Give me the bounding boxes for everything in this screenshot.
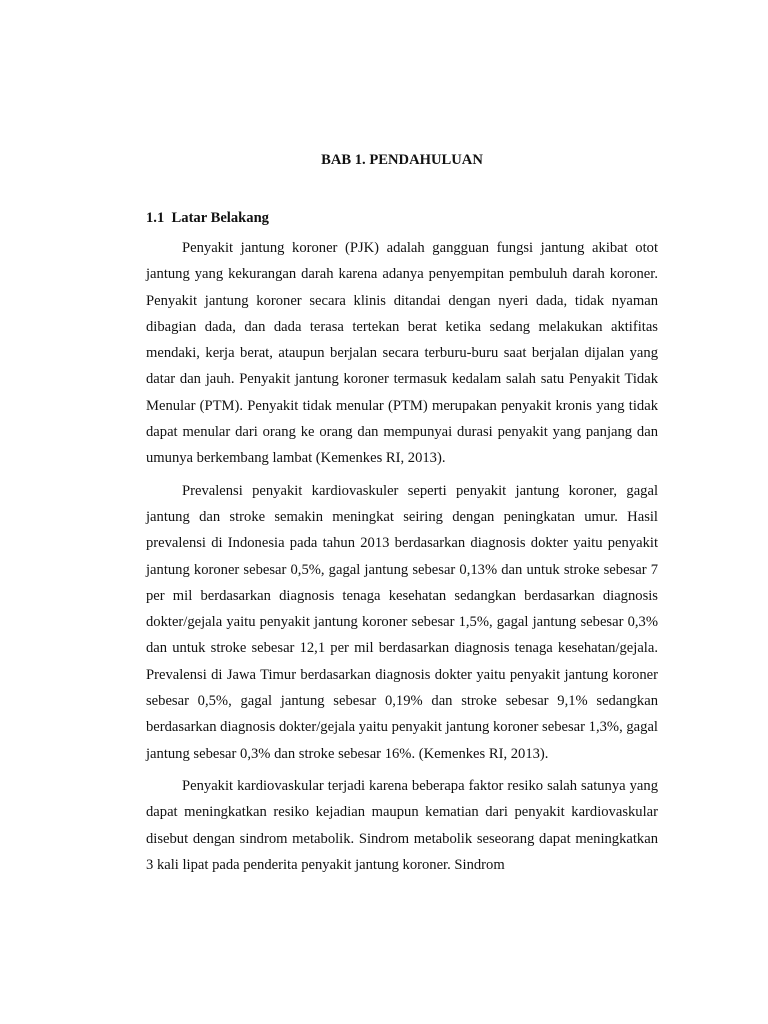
- paragraph: Penyakit jantung koroner (PJK) adalah gangguan fungsi jantung akibat otot jantung yang kekurangan darah karena adanya penyempitan pembuluh darah koroner. Penyakit jantung koroner secara klinis ditandai dengan nyeri dada, tidak nyaman dibagian dada, dan dada terasa tertekan berat ketika sedang melakukan aktifitas mendaki, kerja berat, ataupun berjalan secara terburu-buru saat berjalan dijalan yang datar dan jauh. Penyakit jantung koroner termasuk kedalam salah satu Penyakit Tidak Menular (PTM). Penyakit tidak menular (PTM) merupakan penyakit kronis yang tidak dapat menular dari orang ke orang dan mempunyai durasi penyakit yang panjang dan umunya berkembang lambat (Kemenkes RI, 2013).: [146, 240, 658, 467]
- body-text: [146, 235, 658, 884]
- section-heading: 1.1 Latar Belakang: [146, 210, 269, 226]
- paragraph: Prevalensi penyakit kardiovaskuler seperti penyakit jantung koroner, gagal jantung dan stroke semakin meningkat seiring dengan peningkatan umur. Hasil prevalensi di Indonesia pada tahun 2013 berdasarkan diagnosis dokter yaitu penyakit jantung koroner sebesar 0,5%, gagal jantung sebesar 0,13% dan untuk stroke sebesar 7 per mil berdasarkan diagnosis tenaga kesehatan sedangkan berdasarkan diagnosis dokter/gejala yaitu penyakit jantung koroner sebesar 1,5%, gagal jantung sebesar 0,3% dan untuk stroke sebesar 12,1 per mil berdasarkan diagnosis tenaga kesehatan/gejala. Prevalensi di Jawa Timur berdasarkan diagnosis dokter yaitu penyakit jantung koroner sebesar 0,5%, gagal jantung sebesar 0,19% dan stroke sebesar 9,1% sedangkan berdasarkan diagnosis dokter/gejala yaitu penyakit jantung koroner sebesar 1,3%, gagal jantung sebesar 0,3% dan stroke sebesar 16%. (Kemenkes RI, 2013).: [146, 482, 658, 762]
- chapter-title: BAB 1. PENDAHULUAN: [321, 152, 483, 168]
- paragraph: Penyakit kardiovaskular terjadi karena beberapa faktor resiko salah satunya yang dapat meningkatkan resiko kejadian maupun kematian dari penyakit kardiovaskular disebut dengan sindrom metabolik. Sindrom metabolik seseorang dapat meningkatkan 3 kali lipat pada penderita penyakit jantung koroner. Sindrom: [146, 777, 658, 873]
